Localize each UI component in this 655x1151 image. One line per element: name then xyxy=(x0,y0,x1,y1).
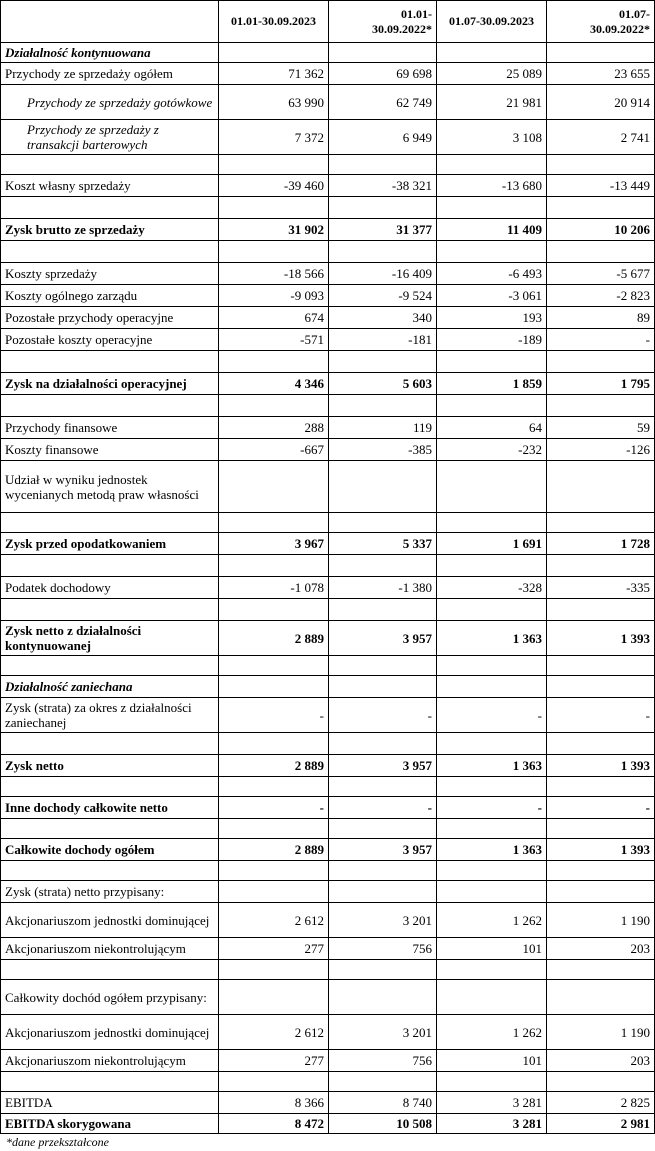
row-value: -335 xyxy=(547,577,655,599)
spacer-row xyxy=(1,197,655,219)
row-value xyxy=(437,351,547,373)
row-value xyxy=(329,733,437,755)
row-value: 31 902 xyxy=(219,219,329,241)
header-col-2023-ytd: 01.01-30.09.2023 xyxy=(219,1,329,43)
row-value: 20 914 xyxy=(547,85,655,120)
table-row xyxy=(1,263,655,285)
row-label: Udział w wyniku jednostek wycenianych metodą praw własności xyxy=(1,461,219,513)
table-row xyxy=(1,439,655,461)
table-row xyxy=(1,85,655,120)
table-row xyxy=(1,797,655,819)
row-value: -5 677 xyxy=(547,263,655,285)
spacer-row xyxy=(1,155,655,175)
row-label: Koszty sprzedaży xyxy=(1,263,219,285)
row-label: Przychody ze sprzedaży ogółem xyxy=(1,63,219,85)
row-label: Przychody ze sprzedaży z transakcji barterowych xyxy=(1,120,219,155)
table-row xyxy=(1,417,655,439)
row-value xyxy=(219,43,329,63)
row-value: 64 xyxy=(437,417,547,439)
row-value: 1 393 xyxy=(547,755,655,777)
row-value xyxy=(219,819,329,839)
spacer-row xyxy=(1,395,655,417)
row-label: Pozostałe koszty operacyjne xyxy=(1,329,219,351)
row-value: 3 201 xyxy=(329,903,437,938)
row-value xyxy=(329,861,437,881)
row-value xyxy=(329,777,437,797)
row-value: 3 957 xyxy=(329,621,437,656)
table-row xyxy=(1,903,655,938)
row-value xyxy=(329,881,437,903)
footnote: *dane przekształcone xyxy=(6,1135,109,1149)
row-value xyxy=(329,960,437,980)
row-value xyxy=(219,861,329,881)
row-value: 101 xyxy=(437,1050,547,1072)
row-value: 288 xyxy=(219,417,329,439)
row-value: 8 472 xyxy=(219,1114,329,1134)
spacer-row xyxy=(1,599,655,621)
row-value: 193 xyxy=(437,307,547,329)
row-value xyxy=(219,197,329,219)
row-value: 10 508 xyxy=(329,1114,437,1134)
row-value: -16 409 xyxy=(329,263,437,285)
row-label: Zysk (strata) za okres z działalności zaniechanej xyxy=(1,698,219,733)
row-value: 7 372 xyxy=(219,120,329,155)
table-row xyxy=(1,285,655,307)
row-value xyxy=(219,599,329,621)
row-label: Pozostałe przychody operacyjne xyxy=(1,307,219,329)
row-value: 11 409 xyxy=(437,219,547,241)
spacer-row xyxy=(1,777,655,797)
row-label xyxy=(1,197,219,219)
row-value xyxy=(547,43,655,63)
row-value: -328 xyxy=(437,577,547,599)
spacer-row xyxy=(1,960,655,980)
row-value xyxy=(547,960,655,980)
row-value xyxy=(219,733,329,755)
row-value xyxy=(219,777,329,797)
row-value xyxy=(329,513,437,533)
row-value xyxy=(547,461,655,513)
row-label xyxy=(1,861,219,881)
row-value: - xyxy=(219,797,329,819)
row-value: -181 xyxy=(329,329,437,351)
row-label: Akcjonariuszom jednostki dominującej xyxy=(1,1015,219,1050)
row-value: - xyxy=(437,797,547,819)
row-value xyxy=(219,241,329,263)
row-value xyxy=(329,599,437,621)
row-value: -126 xyxy=(547,439,655,461)
row-value: -385 xyxy=(329,439,437,461)
row-value: 23 655 xyxy=(547,63,655,85)
row-value: 1 363 xyxy=(437,839,547,861)
row-value: 340 xyxy=(329,307,437,329)
row-value xyxy=(219,676,329,698)
row-value xyxy=(437,197,547,219)
row-value xyxy=(437,43,547,63)
row-value xyxy=(437,241,547,263)
row-value xyxy=(547,513,655,533)
row-value: 3 957 xyxy=(329,755,437,777)
row-label: Zysk netto xyxy=(1,755,219,777)
row-value xyxy=(219,555,329,577)
row-label: Przychody ze sprzedaży gotówkowe xyxy=(1,85,219,120)
row-value: 1 691 xyxy=(437,533,547,555)
row-value xyxy=(219,351,329,373)
row-label xyxy=(1,351,219,373)
row-label: EBITDA skorygowana xyxy=(1,1114,219,1134)
row-value xyxy=(329,980,437,1015)
row-value xyxy=(547,197,655,219)
row-label: Działalność kontynuowana xyxy=(1,43,219,63)
row-value: 1 262 xyxy=(437,1015,547,1050)
row-value: -2 823 xyxy=(547,285,655,307)
row-value xyxy=(437,155,547,175)
row-value xyxy=(437,461,547,513)
row-label xyxy=(1,155,219,175)
row-label: EBITDA xyxy=(1,1092,219,1114)
table-row xyxy=(1,1114,655,1134)
row-value: -1 380 xyxy=(329,577,437,599)
table-row xyxy=(1,839,655,861)
spacer-row xyxy=(1,819,655,839)
row-value xyxy=(437,733,547,755)
row-value: 2 981 xyxy=(547,1114,655,1134)
row-value xyxy=(547,656,655,676)
row-value xyxy=(437,1072,547,1092)
row-value: 1 363 xyxy=(437,621,547,656)
table-row xyxy=(1,980,655,1015)
header-col-2023-q3: 01.07-30.09.2023 xyxy=(437,1,547,43)
row-value xyxy=(547,395,655,417)
row-value: 756 xyxy=(329,938,437,960)
row-value: 5 337 xyxy=(329,533,437,555)
row-value xyxy=(437,656,547,676)
row-value xyxy=(329,155,437,175)
row-value: - xyxy=(547,797,655,819)
row-value xyxy=(329,351,437,373)
row-label: Zysk na działalności operacyjnej xyxy=(1,373,219,395)
row-value xyxy=(329,395,437,417)
row-value: 3 281 xyxy=(437,1092,547,1114)
row-value: 69 698 xyxy=(329,63,437,85)
row-value: 1 728 xyxy=(547,533,655,555)
row-value: 277 xyxy=(219,938,329,960)
row-label: Całkowite dochody ogółem xyxy=(1,839,219,861)
table-row xyxy=(1,219,655,241)
row-label xyxy=(1,555,219,577)
row-value xyxy=(219,881,329,903)
row-value xyxy=(437,861,547,881)
row-value xyxy=(437,599,547,621)
row-value xyxy=(437,960,547,980)
row-label xyxy=(1,733,219,755)
row-value: 2 825 xyxy=(547,1092,655,1114)
row-value: 2 889 xyxy=(219,755,329,777)
row-value xyxy=(547,777,655,797)
row-label: Koszt własny sprzedaży xyxy=(1,175,219,197)
row-value xyxy=(329,43,437,63)
row-value: 2 612 xyxy=(219,1015,329,1050)
row-label: Inne dochody całkowite netto xyxy=(1,797,219,819)
table-row xyxy=(1,755,655,777)
table-row xyxy=(1,881,655,903)
header-col-2022-ytd: 01.01- 30.09.2022* xyxy=(329,1,437,43)
row-value: 101 xyxy=(437,938,547,960)
row-value: 3 957 xyxy=(329,839,437,861)
row-value: - xyxy=(437,698,547,733)
row-value: -189 xyxy=(437,329,547,351)
row-label: Działalność zaniechana xyxy=(1,676,219,698)
table-row xyxy=(1,621,655,656)
row-value: 1 262 xyxy=(437,903,547,938)
row-label: Koszty ogólnego zarządu xyxy=(1,285,219,307)
row-label: Przychody finansowe xyxy=(1,417,219,439)
row-value xyxy=(547,599,655,621)
row-value xyxy=(437,819,547,839)
row-value xyxy=(547,980,655,1015)
row-value: 10 206 xyxy=(547,219,655,241)
row-value xyxy=(219,960,329,980)
row-value: -3 061 xyxy=(437,285,547,307)
row-value: 2 612 xyxy=(219,903,329,938)
table-row xyxy=(1,373,655,395)
table-row xyxy=(1,63,655,85)
row-value: 3 201 xyxy=(329,1015,437,1050)
row-label: Podatek dochodowy xyxy=(1,577,219,599)
table-row xyxy=(1,676,655,698)
row-value: -667 xyxy=(219,439,329,461)
row-value xyxy=(329,819,437,839)
row-value: 756 xyxy=(329,1050,437,1072)
row-value: 71 362 xyxy=(219,63,329,85)
row-value xyxy=(219,1072,329,1092)
row-value xyxy=(437,980,547,1015)
row-value xyxy=(329,555,437,577)
row-value: - xyxy=(547,698,655,733)
table-row xyxy=(1,329,655,351)
row-label xyxy=(1,1072,219,1092)
row-value: 674 xyxy=(219,307,329,329)
spacer-row xyxy=(1,555,655,577)
row-value: -9 524 xyxy=(329,285,437,307)
table-row xyxy=(1,43,655,63)
row-value xyxy=(547,819,655,839)
row-label: Zysk przed opodatkowaniem xyxy=(1,533,219,555)
row-value xyxy=(219,513,329,533)
row-value xyxy=(547,881,655,903)
row-value xyxy=(437,555,547,577)
row-value xyxy=(547,676,655,698)
row-label: Akcjonariuszom niekontrolującym xyxy=(1,938,219,960)
row-value: 3 967 xyxy=(219,533,329,555)
row-value: 2 889 xyxy=(219,621,329,656)
row-value xyxy=(547,861,655,881)
row-label xyxy=(1,599,219,621)
row-value xyxy=(329,656,437,676)
row-value: - xyxy=(329,797,437,819)
row-value: 4 346 xyxy=(219,373,329,395)
row-label xyxy=(1,960,219,980)
spacer-row xyxy=(1,241,655,263)
row-label xyxy=(1,777,219,797)
row-value: 25 089 xyxy=(437,63,547,85)
row-value xyxy=(219,395,329,417)
row-label: Akcjonariuszom niekontrolującym xyxy=(1,1050,219,1072)
row-value: 1 393 xyxy=(547,621,655,656)
row-value: -13 449 xyxy=(547,175,655,197)
row-value: -18 566 xyxy=(219,263,329,285)
row-value xyxy=(547,241,655,263)
row-label: Zysk (strata) netto przypisany: xyxy=(1,881,219,903)
row-value xyxy=(437,676,547,698)
table-row xyxy=(1,533,655,555)
row-value: 3 108 xyxy=(437,120,547,155)
row-value: 203 xyxy=(547,938,655,960)
row-value xyxy=(219,155,329,175)
row-label: Całkowity dochód ogółem przypisany: xyxy=(1,980,219,1015)
row-value: 1 859 xyxy=(437,373,547,395)
row-value xyxy=(547,555,655,577)
row-value xyxy=(437,881,547,903)
table-row xyxy=(1,698,655,733)
row-value: -571 xyxy=(219,329,329,351)
row-value: 203 xyxy=(547,1050,655,1072)
row-value xyxy=(437,395,547,417)
row-value: -6 493 xyxy=(437,263,547,285)
header-label-col xyxy=(1,1,219,43)
row-value xyxy=(547,155,655,175)
row-value xyxy=(329,676,437,698)
row-value xyxy=(437,513,547,533)
row-label xyxy=(1,819,219,839)
row-value: 277 xyxy=(219,1050,329,1072)
row-value xyxy=(329,461,437,513)
header-row xyxy=(1,1,655,43)
table-row xyxy=(1,1015,655,1050)
row-value: 2 741 xyxy=(547,120,655,155)
row-value: 119 xyxy=(329,417,437,439)
row-value: 1 795 xyxy=(547,373,655,395)
row-label: Zysk netto z działalności kontynuowanej xyxy=(1,621,219,656)
row-value: 8 740 xyxy=(329,1092,437,1114)
row-value xyxy=(547,1072,655,1092)
table-row xyxy=(1,461,655,513)
row-value: 8 366 xyxy=(219,1092,329,1114)
row-value: 1 393 xyxy=(547,839,655,861)
spacer-row xyxy=(1,733,655,755)
row-label: Zysk brutto ze sprzedaży xyxy=(1,219,219,241)
row-value xyxy=(547,733,655,755)
table-row xyxy=(1,175,655,197)
row-value xyxy=(329,1072,437,1092)
row-value: 6 949 xyxy=(329,120,437,155)
row-value: -232 xyxy=(437,439,547,461)
table-row xyxy=(1,1050,655,1072)
row-value: 2 889 xyxy=(219,839,329,861)
row-value: - xyxy=(329,698,437,733)
row-value: 1 190 xyxy=(547,1015,655,1050)
table-row xyxy=(1,577,655,599)
row-value xyxy=(219,656,329,676)
spacer-row xyxy=(1,351,655,373)
spacer-row xyxy=(1,1072,655,1092)
spacer-row xyxy=(1,861,655,881)
row-value xyxy=(219,461,329,513)
header-col-2022-q3: 01.07- 30.09.2022* xyxy=(547,1,655,43)
row-value xyxy=(437,777,547,797)
row-label xyxy=(1,395,219,417)
row-label: Akcjonariuszom jednostki dominującej xyxy=(1,903,219,938)
row-label xyxy=(1,241,219,263)
row-value: -38 321 xyxy=(329,175,437,197)
row-label xyxy=(1,513,219,533)
row-value: - xyxy=(547,329,655,351)
row-value: 21 981 xyxy=(437,85,547,120)
spacer-row xyxy=(1,513,655,533)
row-value: 63 990 xyxy=(219,85,329,120)
row-label xyxy=(1,656,219,676)
row-value xyxy=(219,980,329,1015)
row-value: -39 460 xyxy=(219,175,329,197)
table-row xyxy=(1,1092,655,1114)
row-value: -1 078 xyxy=(219,577,329,599)
row-value: 62 749 xyxy=(329,85,437,120)
table-row xyxy=(1,120,655,155)
row-value xyxy=(547,351,655,373)
row-value: -9 093 xyxy=(219,285,329,307)
row-value: 59 xyxy=(547,417,655,439)
table-row xyxy=(1,938,655,960)
row-value: - xyxy=(219,698,329,733)
row-value xyxy=(329,197,437,219)
row-value: 1 190 xyxy=(547,903,655,938)
table-row xyxy=(1,307,655,329)
spacer-row xyxy=(1,656,655,676)
row-value: 3 281 xyxy=(437,1114,547,1134)
row-label: Koszty finansowe xyxy=(1,439,219,461)
row-value xyxy=(329,241,437,263)
row-value: 1 363 xyxy=(437,755,547,777)
row-value: 5 603 xyxy=(329,373,437,395)
row-value: -13 680 xyxy=(437,175,547,197)
row-value: 31 377 xyxy=(329,219,437,241)
row-value: 89 xyxy=(547,307,655,329)
